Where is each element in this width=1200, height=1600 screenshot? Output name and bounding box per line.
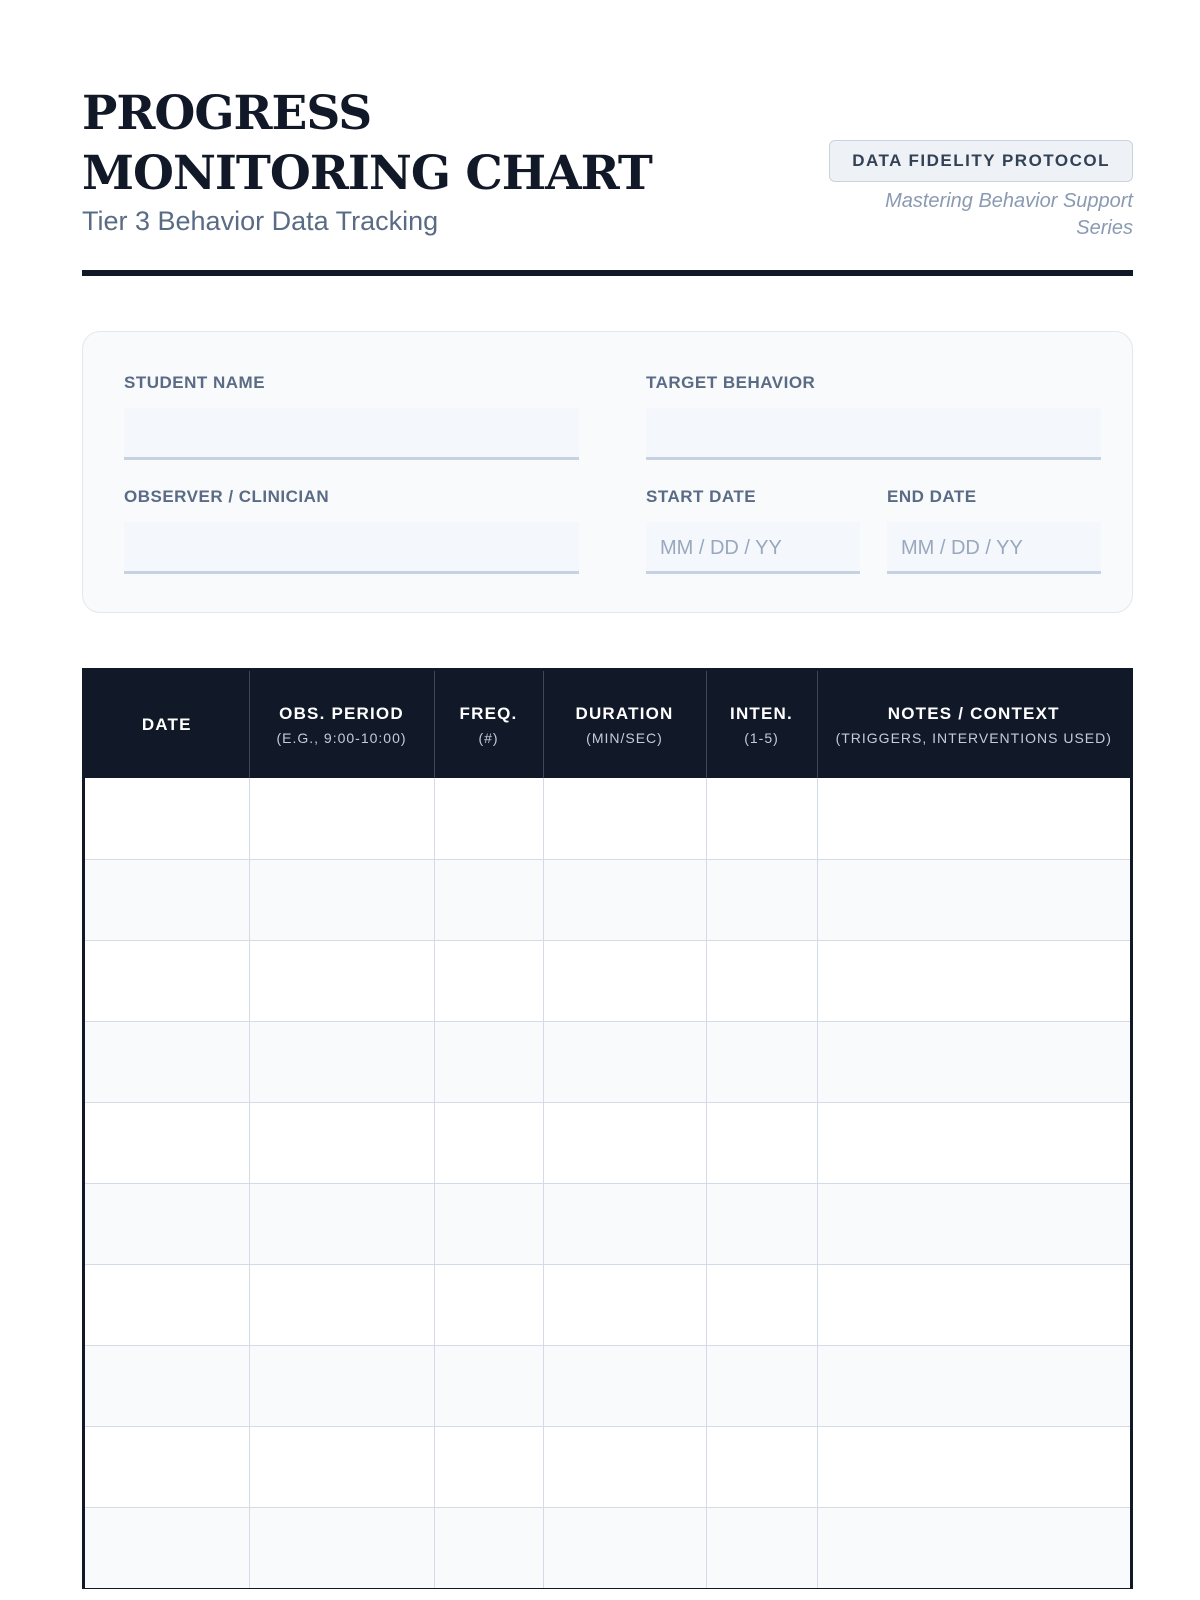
start-date-label: START DATE — [646, 487, 757, 506]
table-body — [85, 778, 1130, 1588]
table-cell[interactable] — [85, 1264, 249, 1345]
table-cell[interactable] — [85, 859, 249, 940]
table-cell[interactable] — [249, 1345, 434, 1426]
table-row — [85, 1102, 1130, 1183]
table-cell[interactable] — [706, 940, 817, 1021]
table-cell[interactable] — [543, 778, 706, 859]
column-header-frequency: FREQ. (#) — [434, 671, 543, 778]
table-cell[interactable] — [706, 859, 817, 940]
table-cell[interactable] — [817, 940, 1130, 1021]
end-date-label: END DATE — [887, 487, 977, 506]
table-cell[interactable] — [817, 1264, 1130, 1345]
table-cell[interactable] — [706, 1426, 817, 1507]
column-header-notes: NOTES / CONTEXT (TRIGGERS, INTERVENTIONS USED) — [835, 703, 1112, 746]
table-cell[interactable] — [434, 940, 543, 1021]
table-row — [85, 1021, 1130, 1102]
progress-table — [82, 668, 1133, 1589]
table-cell[interactable] — [543, 859, 706, 940]
table-cell[interactable] — [543, 1021, 706, 1102]
table-cell[interactable] — [817, 1345, 1130, 1426]
table-cell[interactable] — [249, 1102, 434, 1183]
page-title: PROGRESS MONITORING CHART — [82, 86, 652, 201]
table-cell[interactable] — [249, 1426, 434, 1507]
table-cell[interactable] — [706, 778, 817, 859]
table-cell[interactable] — [85, 778, 249, 859]
column-header-duration: DURATION (MIN/SEC) — [543, 671, 706, 778]
protocol-badge: DATA FIDELITY PROTOCOL — [829, 140, 1133, 182]
observer-field — [124, 486, 579, 574]
table-cell[interactable] — [706, 1183, 817, 1264]
table-cell[interactable] — [249, 778, 434, 859]
table-cell[interactable] — [85, 1426, 249, 1507]
table-cell[interactable] — [543, 1264, 706, 1345]
table-cell[interactable] — [434, 1264, 543, 1345]
table-cell[interactable] — [706, 1507, 817, 1588]
table-cell[interactable] — [817, 1183, 1130, 1264]
table-row — [85, 1426, 1130, 1507]
table-cell[interactable] — [543, 1345, 706, 1426]
info-form — [82, 331, 1133, 613]
table-cell[interactable] — [249, 1507, 434, 1588]
table-row — [85, 1264, 1130, 1345]
table-cell[interactable] — [543, 940, 706, 1021]
table-cell[interactable] — [706, 1345, 817, 1426]
student-name-field — [124, 372, 579, 460]
table-cell[interactable] — [817, 859, 1130, 940]
table-cell[interactable] — [434, 1507, 543, 1588]
table-cell[interactable] — [817, 1021, 1130, 1102]
table-cell[interactable] — [434, 1102, 543, 1183]
table-cell[interactable] — [817, 1507, 1130, 1588]
table-cell[interactable] — [249, 859, 434, 940]
table-cell[interactable] — [706, 1021, 817, 1102]
start-date-field — [646, 486, 860, 574]
column-header-intensity: INTEN. (1-5) — [706, 671, 817, 778]
page-subtitle: Tier 3 Behavior Data Tracking — [82, 206, 439, 236]
column-header-obs-period: OBS. PERIOD (E.G., 9:00-10:00) — [249, 671, 434, 778]
header — [82, 80, 1133, 276]
table-cell[interactable] — [817, 1426, 1130, 1507]
table-cell[interactable] — [85, 1507, 249, 1588]
table-cell[interactable] — [85, 940, 249, 1021]
table-row — [85, 1183, 1130, 1264]
table-cell[interactable] — [434, 1021, 543, 1102]
series-label: Mastering Behavior Support Series — [885, 190, 1133, 239]
table-cell[interactable] — [434, 1426, 543, 1507]
table-cell[interactable] — [434, 859, 543, 940]
table-cell[interactable] — [543, 1507, 706, 1588]
table-cell[interactable] — [85, 1021, 249, 1102]
table-cell[interactable] — [434, 1183, 543, 1264]
observer-input[interactable] — [124, 522, 579, 574]
end-date-field — [887, 486, 1101, 574]
target-behavior-label: TARGET BEHAVIOR — [646, 373, 816, 392]
table-cell[interactable] — [543, 1183, 706, 1264]
table-cell[interactable] — [434, 1345, 543, 1426]
table-cell[interactable] — [817, 1102, 1130, 1183]
table-cell[interactable] — [85, 1345, 249, 1426]
start-date-input[interactable]: MM / DD / YY — [646, 522, 860, 574]
table-cell[interactable] — [85, 1102, 249, 1183]
table-cell[interactable] — [817, 778, 1130, 859]
table-cell[interactable] — [249, 1183, 434, 1264]
table-cell[interactable] — [706, 1264, 817, 1345]
student-name-input[interactable] — [124, 408, 579, 460]
end-date-input[interactable]: MM / DD / YY — [887, 522, 1101, 574]
table-cell[interactable] — [249, 940, 434, 1021]
table-row — [85, 940, 1130, 1021]
table-cell[interactable] — [85, 1183, 249, 1264]
table-cell[interactable] — [543, 1102, 706, 1183]
table-cell[interactable] — [706, 1102, 817, 1183]
observer-label: OBSERVER / CLINICIAN — [124, 487, 330, 506]
table-row — [85, 1345, 1130, 1426]
column-header-date: DATE — [85, 671, 249, 778]
table-cell[interactable] — [249, 1021, 434, 1102]
table-cell[interactable] — [249, 1264, 434, 1345]
table-row — [85, 778, 1130, 859]
student-name-label: STUDENT NAME — [124, 373, 266, 392]
target-behavior-field — [646, 372, 1101, 460]
table-header-row — [85, 671, 1130, 778]
table-row — [85, 1507, 1130, 1588]
table-cell[interactable] — [543, 1426, 706, 1507]
table-cell[interactable] — [434, 778, 543, 859]
target-behavior-input[interactable] — [646, 408, 1101, 460]
table-row — [85, 859, 1130, 940]
